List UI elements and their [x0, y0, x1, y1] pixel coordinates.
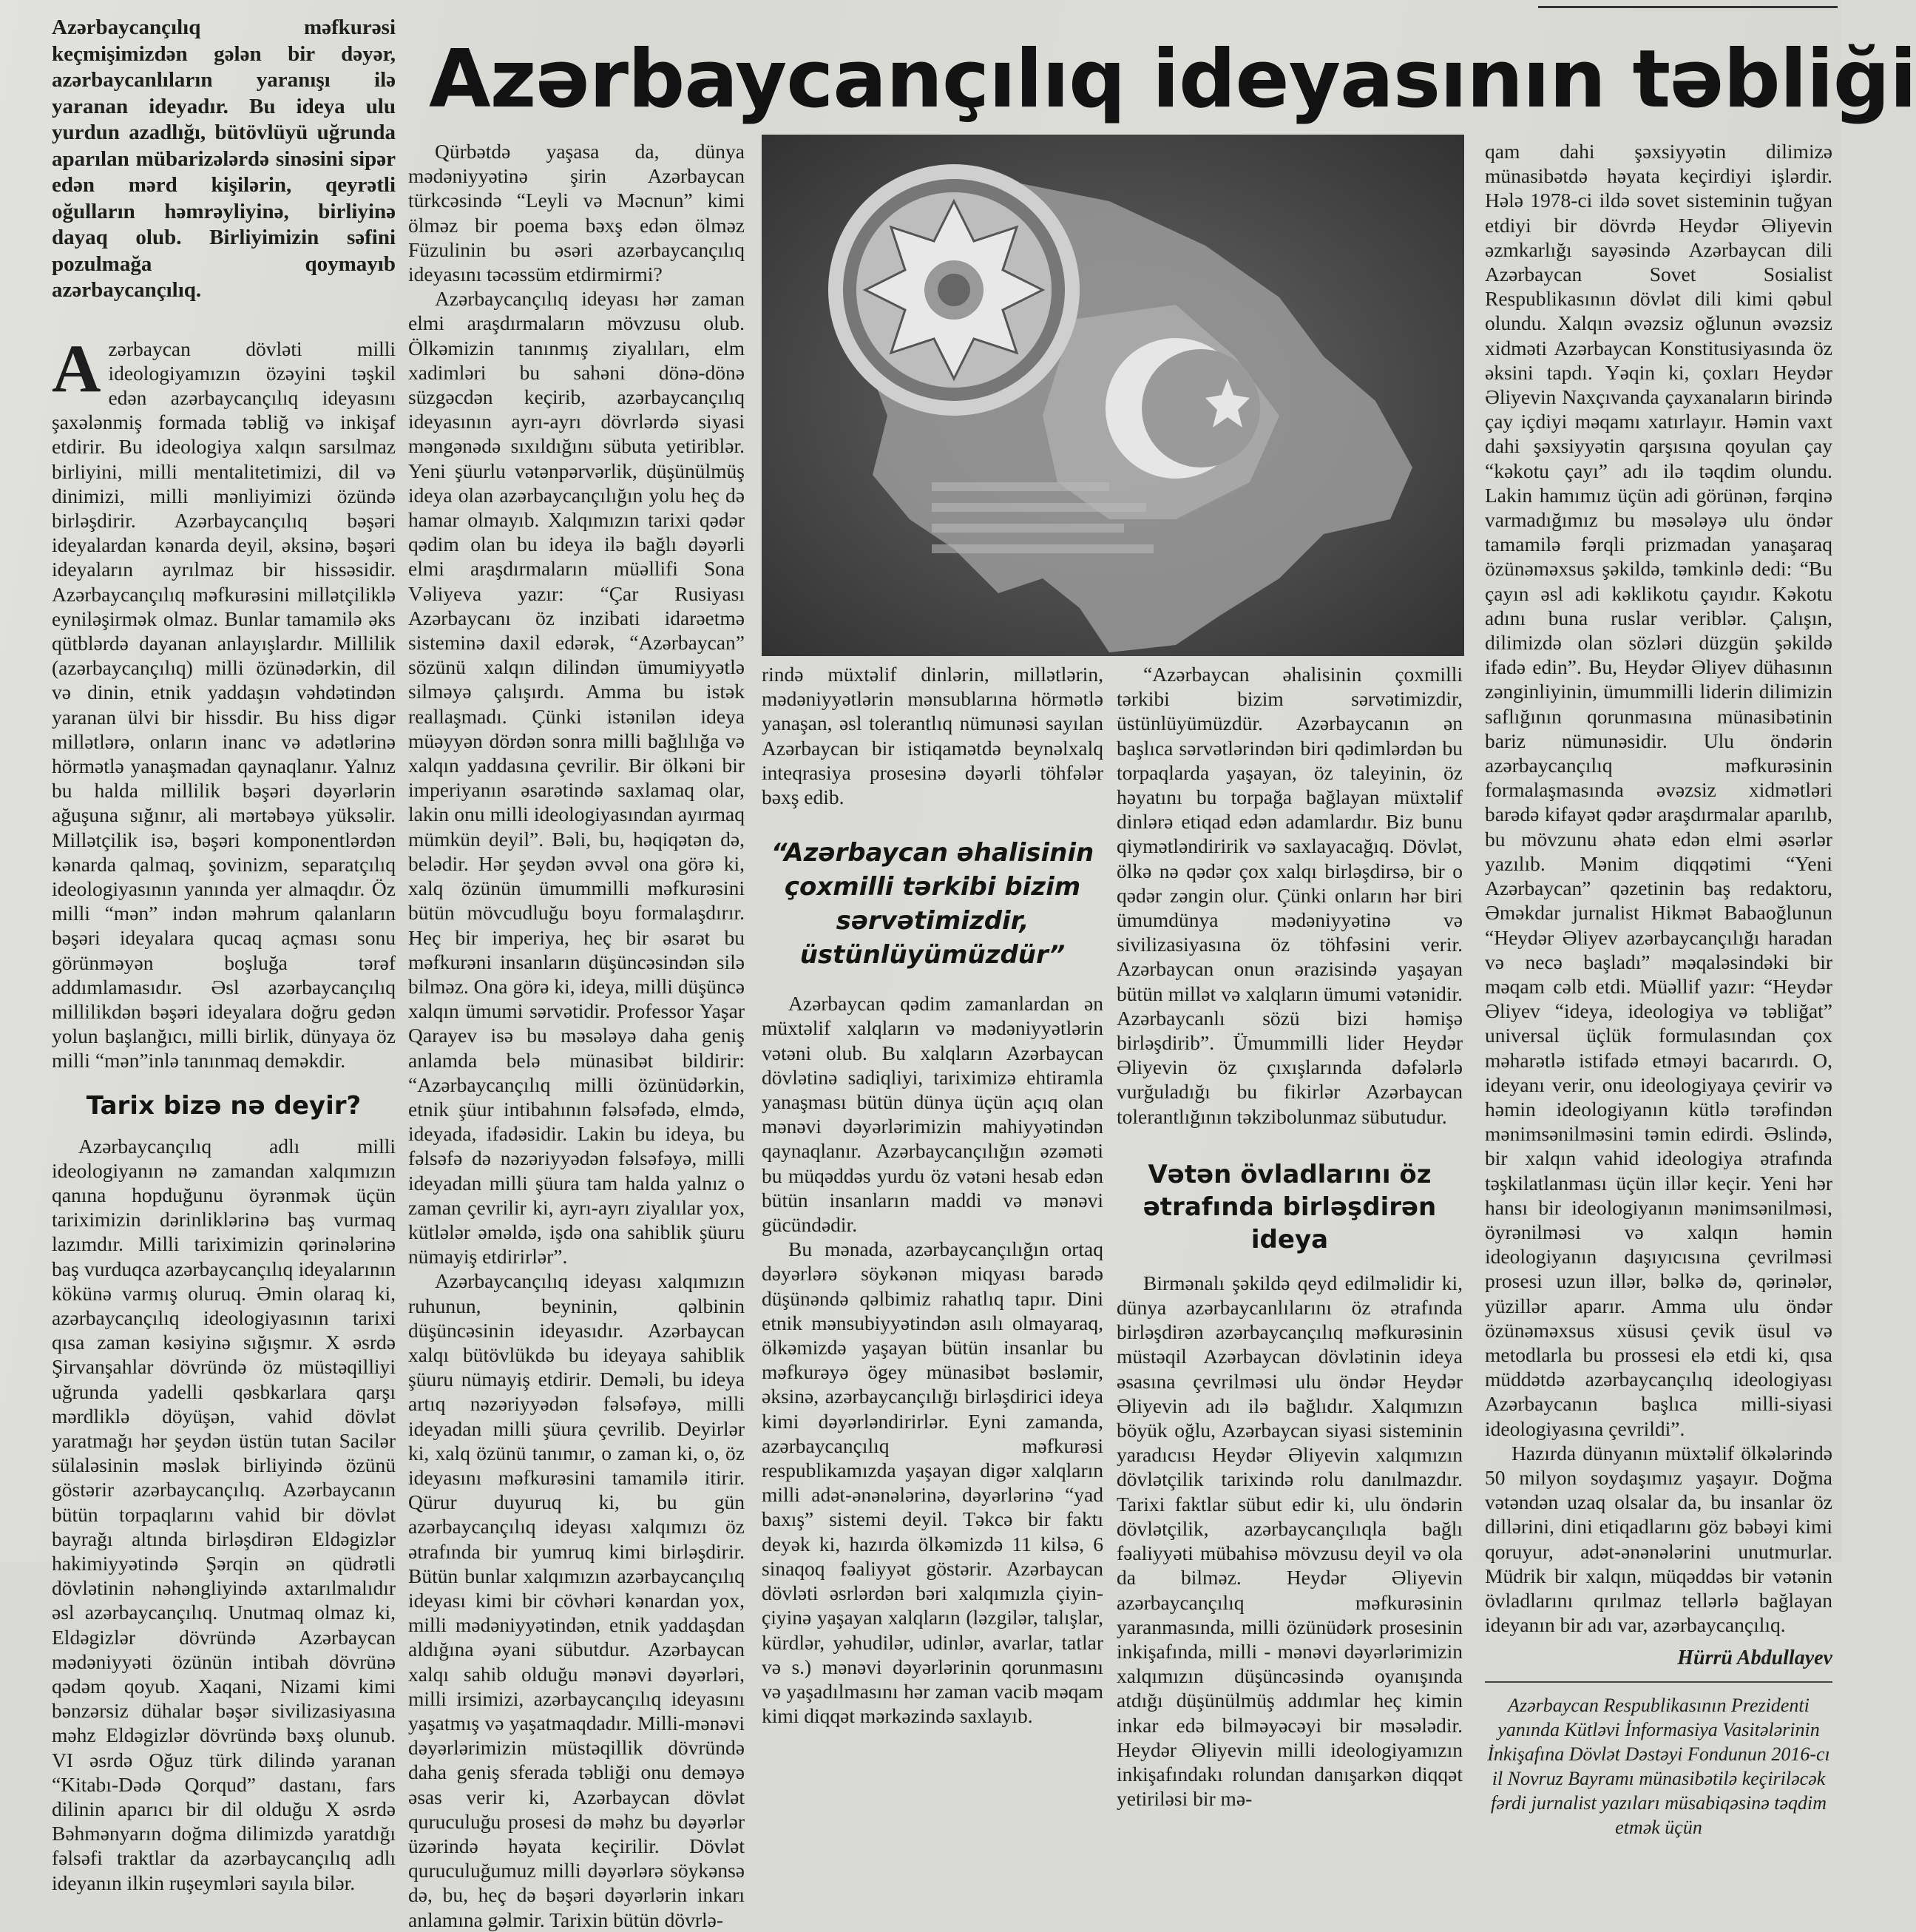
subheading-homeland: Vətən övladlarını öz ətrafında birləşdirən ideya	[1143, 1159, 1437, 1254]
lead-text: Azərbaycançılıq məfkurəsi keçmişimizdən gələn bir dəyər, azərbaycanlıların yaranışı ilə yaranan ideyadır. Bu ideya ulu yurdun azadlığı, bütövlüyü uğrunda aparılan mübarizələrdə sinəsini sipər edən mərd kişilərin, qeyrətli oğulların həmrəyliyinə, birliyinə dayaq olub. Birliyimizin səfini pozulmağa qoymayıb azərbaycançılıq.	[52, 16, 396, 302]
col2-paragraph-2: Azərbaycançılıq ideyası hər zaman elmi araşdırmaların mövzusu olub. Ölkəmizin tanınmış ziyalıları, elm xadimləri bu sahəni dönə-dönə süzgəcdən keçirib, azərbaycançılıq ideyasının ayrı-ayrı dövrlərdə siyasi məngənədə sıxıldığını sübuta yetiriblər. Yeni şüurlu vətənpərvərlik, düşünülmüş ideya olan azərbaycançılığın yolu heç də hamar olmayıb. Xalqımızın tarixi qədər qədim olan bu ideya ilə bağlı dəyərli elmi araşdırmaların müəllifi Sona Vəliyeva yazır: “Çar Rusiyası Azərbaycanı öz inzibati idarəetmə sisteminə daxil edərək, “Azərbaycan” sözünü xalqın dilindən ümumiyyətlə silməyə çalışırdı. Amma bu istək reallaşmadı. Çünki istənilən ideya müəyyən dördən sonra milli bağlılığa və xalqın yaddasına çevrilir. Bir ölkəni bir imperiyanın əsarətində saxlamaq olar, lakin onu milli ideologiyasından ayırmaq mümkün deyil”. Bəli, bu, həqiqətən də, belədir. Hər şeydən əvvəl ona görə ki, xalq özünün ümummilli məfkurəsini bütün mövcudluğu boyu formalaşdırır. Heç bir imperiya, heç bir əsarət bu məfkurəni insanların düşüncəsindən silə bilməz. Ona görə ki, ideya, milli düşüncə xalqın ümumi sərvətidir. Professor Yaşar Qarayev isə bu məsələyə daha geniş anlamda belə münasibət bildirir: “Azərbaycançılıq milli özünüdərkin, etnik şüur intibahının fəlsəfədə, elmdə, ideyada, ifadəsidir. Lakin bu ideya, bu fəlsəfə də nəzəriyyədən fəlsəfəyə, milli ideyadan milli şüura tam halda yalnız o zaman çevrilir ki, ayrı-ayrı ziyalılar yox, kütlələr əməldə, işdə ona sahiblik şüuru nümayiş etdirirlər”.	[408, 287, 745, 1269]
azerbaijan-emblem-and-map-image	[762, 135, 1464, 656]
subheading-history: Tarix bizə nə deyir?	[86, 1090, 362, 1121]
col1-paragraph-2: Azərbaycançılıq adlı milli ideologiyanın nə zamandan xalqımızın qanına hopduğunu öyrənmək üçün tariximizin dərinliklərinə baş vurmaq lazımdır. Milli tariximizin qərinələrinə baş vurduqca azərbaycançılıq ideyalarının kökünə varmış oluruq. Əmin olaraq ki, azərbaycançılıq ideologiyasının tarixi qısa zaman kəsiyinə sığışmır. X əsrdə Şirvanşahlar dövründə öz müstəqilliyi uğrunda yadelli qəsbkarlara qarşı mərdliklə döyüşən, vahid dövlət yaratmağı hər şeydən üstün tutan Sacilər sülaləsinin məslək birliyində özünü göstərir azərbaycançılıq. Azərbaycanın bütün torpaqlarını vahid bir dövlət bayrağı altında birləşdirən Eldəgizlər hakimiyyətində Şərqin ən qüdrətli dövlətinin nəhəngliyində axtarılmalıdır əsl azərbaycançılıq. Unutmaq olmaz ki, Eldəgizlər dövründə Azərbaycan mədəniyyəti özünün intibah dövrünə qədəm qoyub. Xaqani, Nizami kimi bənzərsiz dühalar bəşər sivilizasiyasına məhz Eldəgizlər dövründə bəxş olunub. VI əsrdə Oğuz türk dilində yaranan “Kitabı-Dədə Qorqud” dastanı, fars dilinin aparıcı bir dil olduğu X əsrdə Bəhmənyarın doğma dilimizdə yaratdığı fəlsəfi traktlar da azərbaycançılıq adlı ideyanın ilkin ruşeymləri sayıla bilər.	[52, 1134, 396, 1894]
article-headline: Azərbaycançılıq ideyasının təbliği	[429, 33, 1916, 126]
column-2	[408, 139, 745, 1932]
column-4	[1117, 662, 1463, 1811]
col5-paragraph-2: Hazırda dünyanın müxtəlif ölkələrində 50 milyon soydaşımız yaşayır. Doğma vətəndən uzaq olsalar da, bu insanlar öz dillərini, dini etiqadlarını göz bəbəyi kimi qoruyur, adət-ənənələrini unutmurlar. Müdrik bir xalqın, müqəddəs bir vətənin övladlarını qırılmaz tellərlə bağlayan ideyanın bir adı var, azərbaycançılıq.	[1485, 1441, 1832, 1637]
column-3	[762, 662, 1103, 1728]
col1-paragraph-1	[52, 330, 396, 1073]
drop-cap: A	[52, 330, 101, 406]
col3-paragraph-2: Azərbaycan qədim zamanlardan ən müxtəlif xalqların və mədəniyyətlərin vətəni olub. Bu xalqların Azərbaycan dövlətinə sadiqliyi, tariximizə ehtiramla yanaşması bütün dünya üçün açıq olan mənəvi dəyərlərimizin mahiyyətindən qaynaqlanır. Azərbaycançılığın əzəməti bu müqəddəs yurdu öz vətəni hesab edən bütün insanların maddi və mənəvi gücündədir.	[762, 992, 1103, 1237]
photo-svg	[762, 135, 1464, 656]
top-rule	[1538, 6, 1838, 8]
col5-paragraph-1: qam dahi şəxsiyyətin dilimizə münasibətdə həyata keçirdiyi işlərdir. Hələ 1978-ci ildə sovet sisteminin tuğyan etdiyi bir dövrdə Heydər Əliyevin əzmkarlığı sayəsində Azərbaycan dili Azərbaycan Sovet Sosialist Respublikasının dövlət dili kimi qəbul olundu. Xalqın əvəzsiz oğlunun əvəzsiz xidməti Azərbaycan Konstitusiyasında öz əksini tapdı. Yəqin ki, çoxları Heydər Əliyevin Naxçıvanda çayxanaların birində çay içdiyi məqamı xatırlayır. Həmin vaxt dahi şəxsiyyətin qarşısına qoyulan çay “kəkotu çayı” adı ilə təqdim olundu. Lakin hamımız üçün adi görünən, fərqinə varmadığımız bu məsələyə ulu öndər tamamilə fərqli prizmadan yanaşaraq özünəməxsus şəkildə, təmkinlə dedi: “Bu çayın əsl adi kəklikotu çayıdır. Kəkotu adını buna ruslar veriblər. Çalışın, dilimizdə olan sözləri düzgün şəkildə ifadə edin”. Bu, Heydər Əliyev dühasının zənginliyinin, ümummilli liderin dilimizin saflığının qorunmasına münasibətinin bariz nümunəsidir. Ulu öndərin azərbaycançılıq məfkurəsinin formalaşmasında əvəzsiz xidmətləri barədə kifayət qədər araşdırmalar aparılıb, bu mövzunu əhatə edən elmi əsərlər yazılıb. Mənim diqqətimi “Yeni Azərbaycan” qəzetinin baş redaktoru, Əməkdar jurnalist Hikmət Babaoğlunun “Heydər Əliyev azərbaycançılığı haradan və necə başladı” məqaləsindəki bir məqam cəlb etdi. Müəllif yazır: “Heydər Əliyev “ideya, ideologiya və təbliğat” universal üçlük formulasından çox məharətlə istifadə etməyi bacarırdı. O, ideyanı verir, onu ideologiyaya çevirir və həmin ideologiyanın kütlə tərəfindən mənimsənilməsini təmin edirdi. Əslində, bir xalqın vahid ideologiya ətrafında təşkilatlanması üçün illər keçir. Yeni hər hansı bir ideologiyanın mənimsənilməsi, öyrənilməsi və xalqın həmin ideologiyanın daşıyıcısına çevrilməsi prosesi uzun illər, bəlkə də, qərinələr, yüzillər aparır. Amma ulu öndər özünəməxsus xüsusi çevik üsul və metodlarla bu prossesi elə etdi ki, qısa müddətdə azərbaycançılıq ideologiyası Azərbaycanın başlıca milli-siyasi ideologiyasına çevrildi”.	[1485, 140, 1832, 1440]
pull-quote: “Azərbaycan əhalisinin çoxmilli tərkibi bizim sərvətimizdir, üstünlüyümüzdür”	[771, 838, 1094, 970]
col4-paragraph-1: “Azərbaycan əhalisinin çoxmilli tərkibi bizim sərvətimizdir, üstünlüyümüzdür. Azərbaycanın ən başlıca sərvətlərindən biri qədimlərdən bu torpaqlarda yaşayan, öz taleyinin, öz həyatını bu torpağa bağlayan müxtəlif dinlərə etiqad edən adamlardır. Biz bunu qiymətləndiririk və saxlayacağıq. Dövlət, ölkə nə qədər çox xalqı birləşdirsə, bir o qədər zəngin olur. Çünki onların hər biri ümumdünya mədəniyyətinə və sivilizasiyasına öz töhfəsini verir. Azərbaycan onun ərazisində yaşayan bütün millət və xalqların ümumi vətənidir. Azərbaycanlı sözü bizi həmişə birləşdirib”. Ümummilli lider Heydər Əliyevin öz çıxışlarında dəfələrlə vurğuladığı bu fikirlər Azərbaycan tolerantlığının təkzibolunmaz sübutudur.	[1117, 663, 1463, 1128]
col2-paragraph-3: Azərbaycançılıq ideyası xalqımızın ruhunun, beyninin, qəlbinin düşüncəsinin ideyasıdır. Azərbaycan xalqı bütövlükdə bu ideyaya sahiblik şüuru nümayiş etdirir. Deməli, bu ideya artıq nəzəriyyədən fəlsəfəyə, milli ideyadan milli şüura çevrilib. Deyirlər ki, xalq özünü tanımır, o zaman ki, o, öz ideyasını məfkurəsini tamamilə itirir. Qürur duyuruq ki, bu gün azərbaycançılıq ideyası xalqımızı öz ətrafında bir yumruq kimi birləşdirir. Bütün bunlar xalqımızın azərbaycançılıq ideyası kimi bir cövhəri kənardan yox, milli mədəniyyətindən, etnik yaddaşdan aldığına əyani sübutdur. Azərbaycan xalqı sahib olduğu mənəvi dəyərləri, milli irsimizi, azərbaycançılıq ideyasını yaşatmış və yaşatmaqdadır. Milli-mənəvi dəyərlərimizin müstəqillik dövründə daha geniş sferada təbliği onu deməyə əsas verir ki, Azərbaycan dövlət quruculuğu prosesi də məhz bu dəyərlər üzərində həyata keçirilir. Dövlət quruculuğumuz milli dəyərlərə söykənsə də, bu, heç də bəşəri dəyərlərin inkarı anlamına gəlmir. Tarixin bütün dövrlə-	[408, 1269, 745, 1931]
lead-paragraph	[52, 15, 396, 304]
col3-paragraph-3: Bu mənada, azərbaycançılığın ortaq dəyərlərə söykənən miqyası barədə düşünəndə qəlbimiz rahatlıq tapır. Dini etnik mənsubiyyətindən asılı olmayaraq, ölkəmizdə yaşayan bütün insanlar bu məfkurəyə ögey münasibət bəsləmir, əksinə, azərbaycançılığı birləşdirici ideya kimi dəyərləndirirlər. Eyni zamanda, azərbaycançılıq məfkurəsi respublikamızda yaşayan digər xalqların milli adət-ənənələrinə, dəyərlərinə “yad baxış” sistemi deyil. Təkcə bir faktı deyək ki, hazırda ölkəmizdə 11 kilsə, 6 sinaqoq fəaliyyət göstərir. Azərbaycan dövləti əsrlərdən bəri xalqımızla çiyin-çiyinə yaşayan xalqların (ləzgilər, talışlar, kürdlər, yəhudilər, udinlər, avarlar, tatlar və s.) mənəvi dəyərlərinin qorunmasını və yaşadılmasını hər zaman vacib məqam kimi diqqət mərkəzində saxlayıb.	[762, 1237, 1103, 1728]
contest-note: Azərbaycan Respublikasının Prezidenti yanında Kütləvi İnformasiya Vasitələrinin İnkişafına Dövlət Dəstəyi Fondunun 2016-cı il Novruz Bayramı münasibətilə keçiriləcək fərdi jurnalist yazıları müsabiqəsinə təqdim etmək üçün	[1485, 1681, 1832, 1840]
column-5	[1485, 139, 1832, 1840]
col2-paragraph-1: Qürbətdə yaşasa da, dünya mədəniyyətinə şirin Azərbaycan türkcəsində “Leyli və Məcnun” kimi ölməz bir poema bəxş edən ölməz Füzulinin bu əsəri azərbaycançılıq ideyasını təcəssüm etdirmirmi?	[408, 140, 745, 286]
col1-paragraph-1-text: zərbaycan dövləti milli ideologiyamızın özəyini təşkil edən azərbaycançılıq ideyasını şaxələnmiş formada təbliğ və inkişaf etdirir. Bu ideologiya xalqın sarsılmaz birliyini, milli mentalitetimizi, dil və dinimizi, milli mənliyimizi özündə birləşdirir. Azərbaycançılıq bəşəri ideyalardan kənarda deyil, əksinə, bəşəri ideyaların ayrılmaz bir hissəsidir. Azərbaycançılıq məfkurəsini millətçiliklə eyniləşirmək olmaz. Bunlar tamamilə əks qütblərdə dayanan anlayışlardır. Millilik (azərbaycançılıq) milli özünədərkin, dil və dinin, etnik yaddaşın vəhdətindən yaranan ülvi bir hissdir. Bu hiss digər millətlərə, onların inanc və adətlərinə hörmətlə yanaşmadan qaynaqlanır. Yalnız bu halda millilik bəşəri dəyərlərin ağuşuna sığınır, ali mərtəbəyə yüksəlir. Millətçilik isə, bəşəri komponentlərdən kənarda qalmaq, şovinizm, separatçılıq ideologiyasının yanında yer almaqdır. Öz milli “mən” indən məhrum qalanların bəşəri ideyalara qucaq açması sonu görünməyən boşluğa tərəf addımlamasıdır. Əsl azərbaycançılıq millilikdən bəşəri ideyalara doğru gedən yolun başlanğıcı, milli birlik, dünyaya öz milli “mən”inlə tanınmaq deməkdir.	[52, 337, 396, 1073]
column-1	[52, 15, 396, 1895]
emblem-icon	[828, 164, 1080, 416]
col3-paragraph-1: rində müxtəlif dinlərin, millətlərin, mədəniyyətlərin mənsublarına hörmətlə yanaşan, əsl tolerantlıq nümunəsi sayılan Azərbaycan bir istiqamətdə beynəlxalq inteqrasiya prosesinə dəyərli töhfələr bəxş edib.	[762, 663, 1103, 809]
author-name: Hürrü Abdullayev	[1677, 1646, 1832, 1670]
col4-paragraph-2: Birmənalı şəkildə qeyd edilməlidir ki, dünya azərbaycanlılarını öz ətrafında birləşdirən azərbaycançılıq məfkurəsinin müstəqil Azərbaycan dövlətinin ideya əsasına çevrilməsi ulu öndər Heydər Əliyevin adı ilə bağlıdır. Xalqımızın böyük oğlu, Azərbaycan siyasi sisteminin yaradıcısı Heydər Əliyevin xalqımızın dövlətçilik tarixində rolu danılmazdır. Tarixi faktlar sübut edir ki, ulu öndərin dövlətçilik, azərbaycançılıqla bağlı fəaliyyəti mübahisə mövzusu deyil və ola da bilməz. Heydər Əliyevin azərbaycançılıq məfkurəsinin yaranmasında, milli özünüdərk prosesinin inkişafında, milli - mənəvi dəyərlərimizin xalqımızın düşüncəsində oyanışında atdığı düşünülmüş addımlar heç kimin inkar edə bilməyəcəyi bir məsələdir. Heydər Əliyevin milli ideologiyamızın inkişafındakı rolundan danışarkən diqqət yetiriləsi bir mə-	[1117, 1271, 1463, 1811]
